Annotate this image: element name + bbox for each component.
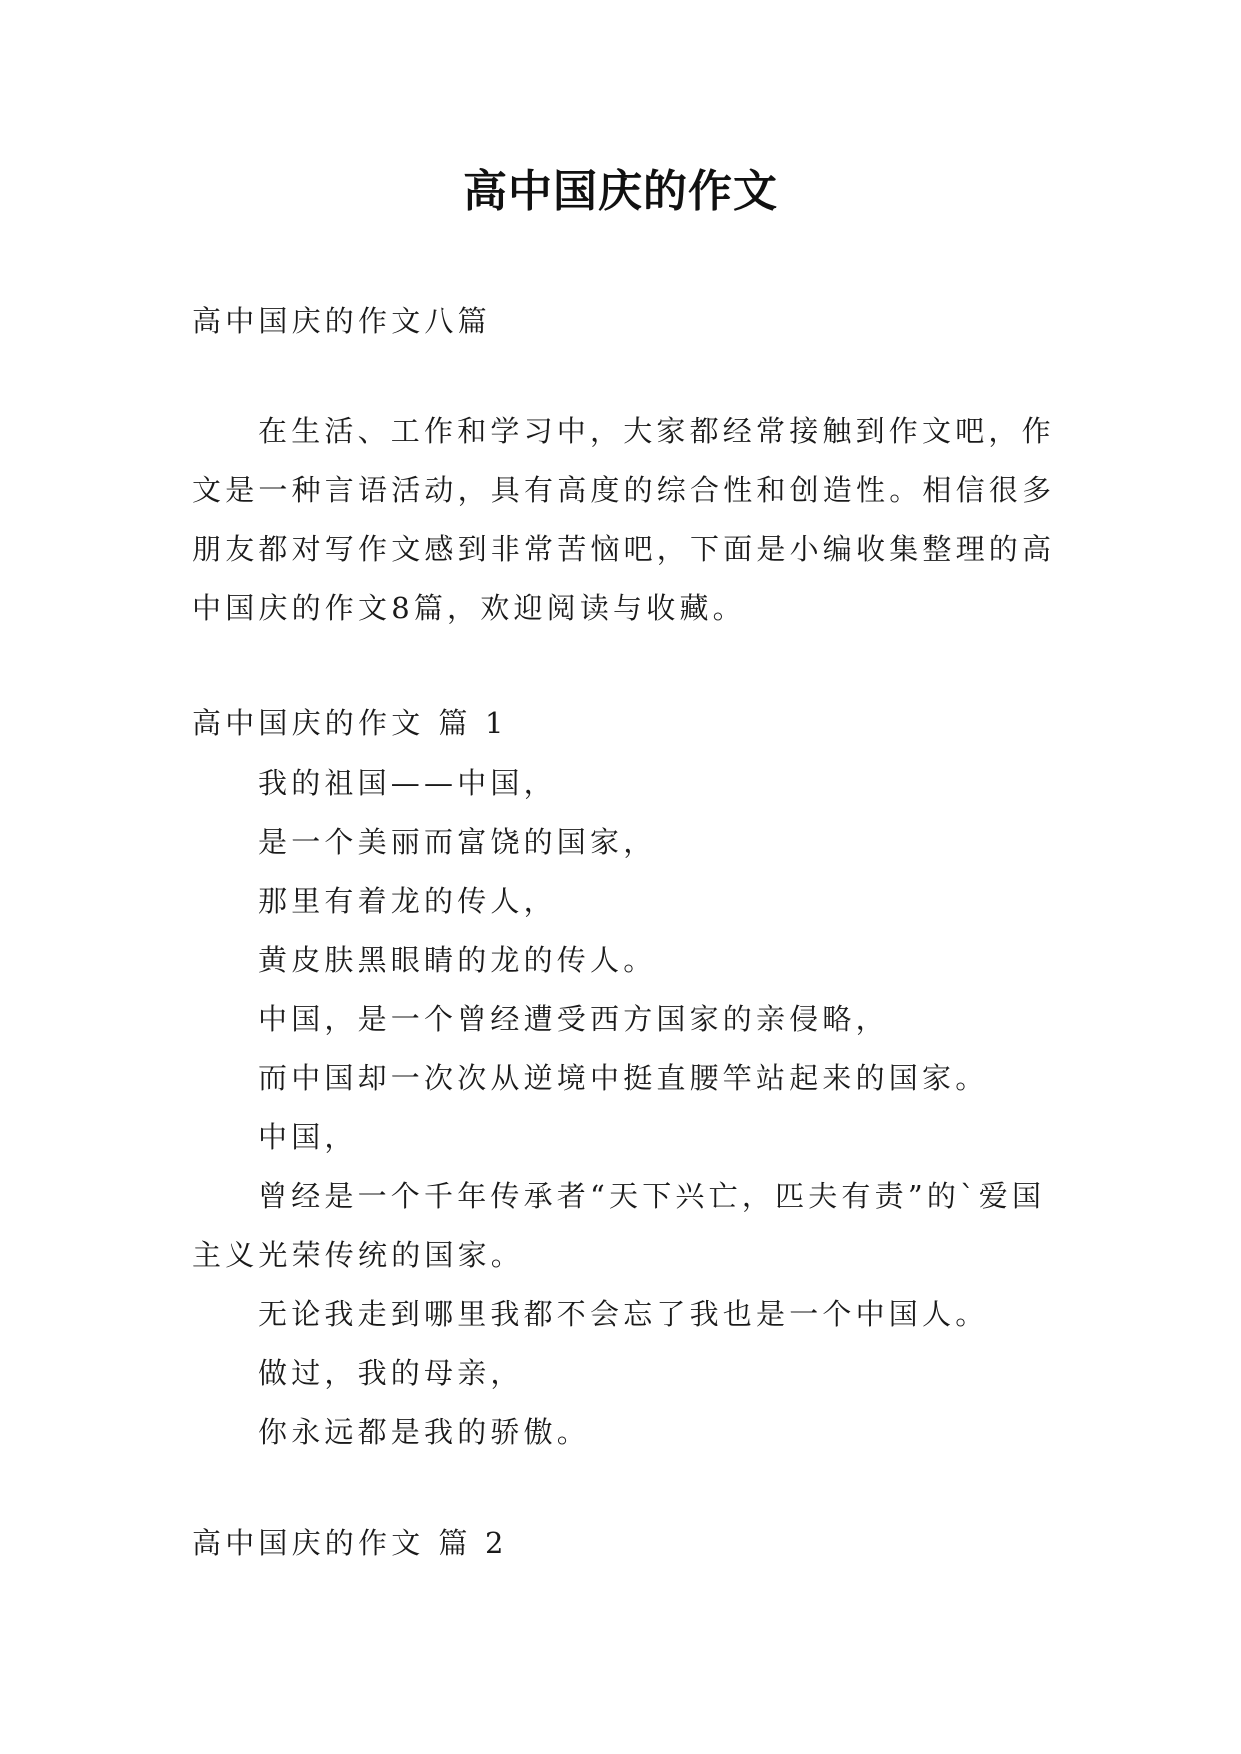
- poem-line: 那里有着龙的传人，: [258, 884, 557, 918]
- document-title: 高中国庆的作文: [463, 166, 778, 217]
- poem-line: 黄皮肤黑眼睛的龙的传人。: [258, 943, 657, 977]
- section-1-heading-title: 高中国庆的作文: [192, 706, 425, 740]
- poem-line: 中国，: [258, 1120, 358, 1154]
- poem-line: 中国，是一个曾经遭受西方国家的亲侵略，: [258, 1002, 889, 1036]
- section-1-heading-label: 篇 1: [438, 706, 508, 740]
- section-1-poem: [192, 754, 1057, 1462]
- poem-line: 无论我走到哪里我都不会忘了我也是一个中国人。: [258, 1297, 989, 1331]
- section-2-heading: [192, 1514, 1057, 1573]
- poem-line: 是一个美丽而富饶的国家，: [258, 825, 657, 859]
- poem-line: 做过，我的母亲，: [258, 1356, 524, 1390]
- poem-line: 我的祖国——中国，: [258, 766, 557, 800]
- section-1-heading: [192, 694, 1057, 753]
- section-2-heading-label: 篇 2: [438, 1526, 508, 1560]
- section-2-heading-title: 高中国庆的作文: [192, 1526, 425, 1560]
- poem-line: 曾经是一个千年传承者“天下兴亡，匹夫有责”的`爱国主义光荣传统的国家。: [192, 1179, 1046, 1272]
- intro-paragraph: 在生活、工作和学习中，大家都经常接触到作文吧，作文是一种言语活动，具有高度的综合性和创造性。相信很多朋友都对写作文感到非常苦恼吧，下面是小编收集整理的高中国庆的作文8篇，欢迎阅读与收藏。: [192, 414, 1056, 625]
- poem-line: 你永远都是我的骄傲。: [258, 1415, 591, 1449]
- poem-line: 而中国却一次次从逆境中挺直腰竿站起来的国家。: [258, 1061, 989, 1095]
- document-subtitle: 高中国庆的作文八篇: [192, 304, 491, 338]
